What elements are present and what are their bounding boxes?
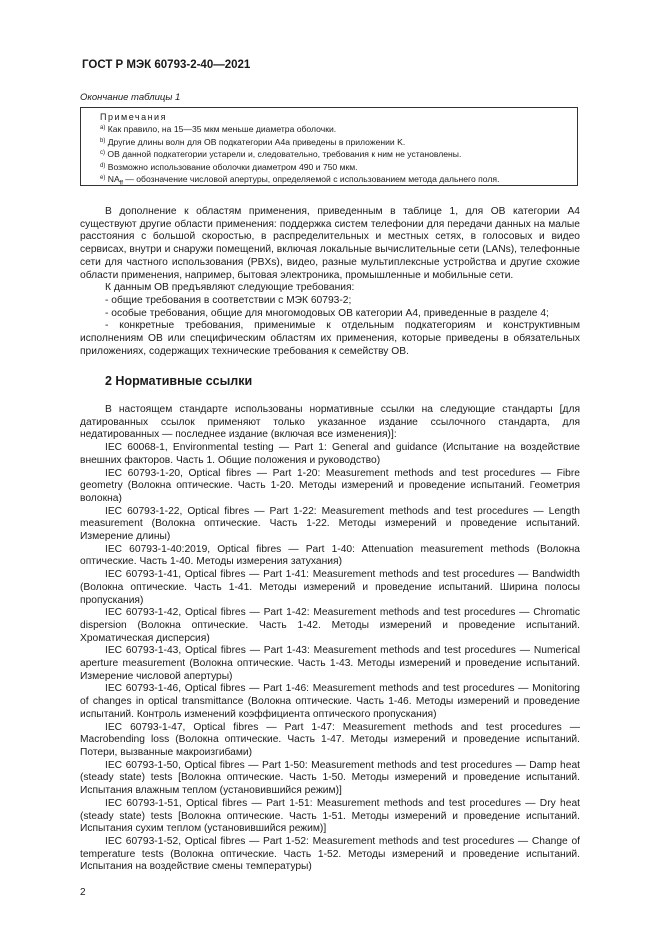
note-text: — обозначение числовой апертуры, определяемой с использованием метода дальнего поля. [122,174,500,185]
reference-item: IEC 60793-1-41, Optical fibres — Part 1-41: Measurement methods and test procedures — Bandwidth (Волокна оптические. Часть 1-41. Методы измерений и проведение испытаний. Ширина полосы пропускания) [80,569,580,606]
notes-title: Примечания [100,112,167,122]
paragraph: К данным ОВ предъявляют следующие требования: [105,282,355,294]
table-notes-box [80,107,578,186]
note-mark: e) [100,175,106,182]
list-item: - конкретные требования, применимые к отдельным подкатегориям и конструктивным исполнениям ОВ или специфическим областям их применения, которые приведены в обязательных приложениях, содержащих технические требования к семейству ОВ. [80,320,580,357]
reference-item: IEC 60793-1-43, Optical fibres — Part 1-43: Measurement methods and test procedures — Numerical aperture measurement (Волокна оптические. Часть 1-43. Методы измерений и проведение испытаний. Измерение числовой апертуры) [80,645,580,682]
note-symbol: NA [105,174,120,185]
reference-item: IEC 60793-1-51, Optical fibres — Part 1-51: Measurement methods and test procedures — Dry heat (steady state) tests [Волокна оптические. Часть 1-51. Методы измерений и проведение испытаний. Испытания сухим теплом (установившийся режим)] [80,797,580,835]
reference-item: IEC 60793-1-22, Optical fibres — Part 1-22: Measurement methods and test procedures — Length measurement (Волокна оптические. Часть 1-22. Методы измерений и проведение испытаний. Измерение длины) [80,505,580,543]
note-text: ОВ данной подкатегории устарели и, следовательно, требования к ним не установлены. [105,149,462,160]
note-item [100,136,573,149]
reference-item: IEC 60068-1, Environmental testing — Part 1: General and guidance (Испытание на воздействие внешних факторов. Часть 1. Общие положения и руководство) [80,442,580,466]
table-notes [100,111,573,186]
reference-item: IEC 60793-1-42, Optical fibres — Part 1-42: Measurement methods and test procedures — Chromatic dispersion (Волокна оптические. Часть 1-42. Методы измерений и проведение испытаний. Хроматическая дисперсия) [80,607,580,644]
note-mark: d) [100,162,106,169]
list-item: - общие требования в соответствии с МЭК 60793-2; [105,294,352,306]
paragraph: В настоящем стандарте использованы нормативные ссылки на следующие стандарты [для датированных ссылок применяют только указанное издание ссылочного стандарта, для недатированных — последнее издание (включая все изменения)]: [80,404,580,441]
note-item [100,161,573,174]
reference-item: IEC 60793-1-40:2019, Optical fibres — Part 1-40: Attenuation measurement methods (Волокна оптические. Часть 1-40. Методы измерения затухания) [80,543,580,568]
reference-item: IEC 60793-1-47, Optical fibres — Part 1-47: Measurement methods and test procedures — Macrobending loss (Волокна оптические. Часть 1-47. Методы измерений и проведение испытаний. Потери, вызванные макроизгибами) [80,721,580,758]
reference-item: IEC 60793-1-52, Optical fibres — Part 1-52: Measurement methods and test procedures — Change of temperature tests (Волокна оптические. Часть 1-52. Методы измерений и проведение испытаний. Испытания на воздействие смены температуры) [80,835,580,873]
note-mark: c) [100,150,105,157]
note-text: Возможно использование оболочки диаметром 490 и 750 мкм. [105,161,358,172]
note-text: Как правило, на 15—35 мкм меньше диаметра оболочки. [105,124,337,134]
table-continuation-label: Окончание таблицы 1 [80,92,181,103]
document-header: ГОСТ Р МЭК 60793-2-40—2021 [82,59,251,71]
list-item: - особые требования, общие для многомодовых ОВ категории А4, приведенные в разделе 4; [105,307,549,319]
note-item [100,148,573,161]
reference-item: IEC 60793-1-46, Optical fibres — Part 1-46: Measurement methods and test procedures — Monitoring of changes in optical transmittance (Волокна оптические. Часть 1-46. Методы измерений и проведение испытаний. Контроль изменений коэффициента оптического пропускания) [80,683,580,720]
note-item [100,123,573,136]
section-heading: 2 Нормативные ссылки [105,374,253,388]
note-mark: a) [100,125,106,131]
intro-block [80,206,580,358]
reference-item: IEC 60793-1-20, Optical fibres — Part 1-20: Measurement methods and test procedures — Fibre geometry (Волокна оптические. Часть 1-20. Методы измерений и проведение испытаний. Геометрия волокна) [80,467,580,504]
reference-item: IEC 60793-1-50, Optical fibres — Part 1-50: Measurement methods and test procedures — Damp heat (steady state) tests [Волокна оптические. Часть 1-50. Методы измерений и проведение испытаний. Испытания влажным теплом (установившийся режим)] [80,759,580,797]
note-mark: b) [100,137,106,144]
page-number: 2 [80,887,86,898]
paragraph: В дополнение к областям применения, приведенным в таблице 1, для ОВ категории А4 существуют другие области применения: поддержка систем телефонии для передачи данных на малые расстояния с большой скоростью, в распределительных и местных сетях, в голосовых и видео сервисах, внутри и снаружи помещений, включая локальные вычислительные сети (LANs), телефонные сети для частного использования (PBXs), видео, разные мультиплексные устройства и другие схожие области применения, например, бытовая электроника, промышленные и мобильные сети. [80,206,580,281]
note-item [100,173,573,186]
references-block [80,404,580,874]
note-symbol-subscript: ff [119,181,123,188]
note-text: Другие длины волн для ОВ подкатегории А4а приведены в приложении K. [105,136,406,147]
